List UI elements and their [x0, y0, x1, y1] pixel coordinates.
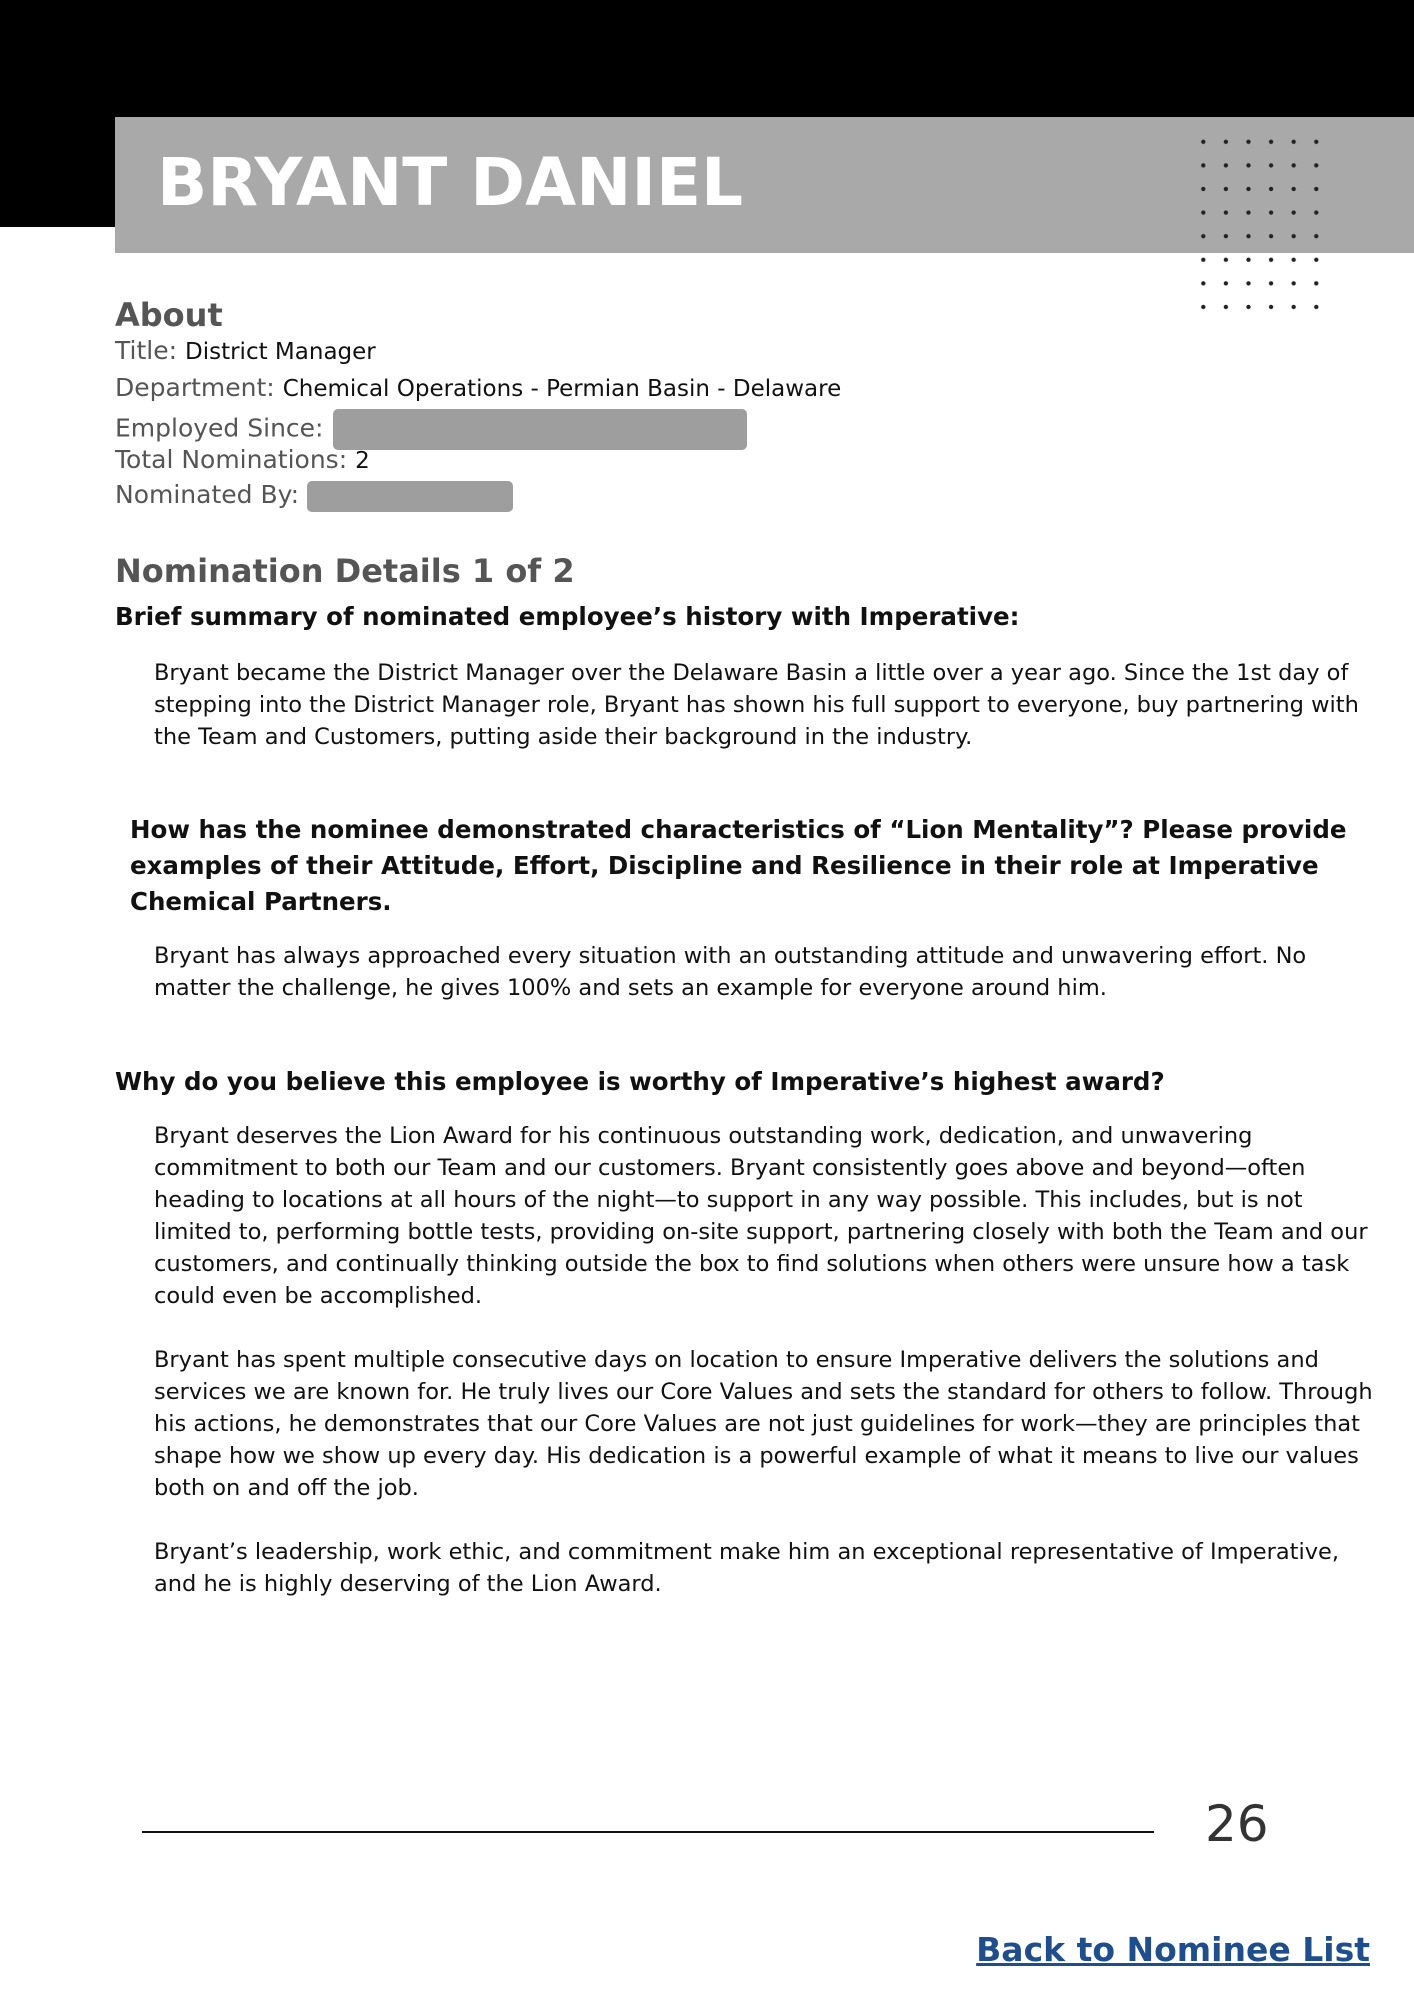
field-total-nominations [115, 445, 370, 474]
question-history: Brief summary of nominated employee’s history with Imperative: [115, 602, 1020, 631]
dot-grid-decoration [1192, 130, 1328, 310]
field-label: Total Nominations: [115, 445, 348, 474]
footer-divider [142, 1831, 1154, 1833]
answer-worthy-paragraph-3: Bryant’s leadership, work ethic, and commitment make him an exceptional representative of Imperative, and he is highly deserving of the Lion Award. [154, 1539, 1340, 1597]
nominee-name: BRYANT DANIEL [157, 144, 744, 221]
answer-worthy-paragraph-2: Bryant has spent multiple consecutive days on location to ensure Imperative delivers the solutions and services we are known for. He truly lives our Core Values and sets the standard for others to follow. Through his actions, he demonstrates that our Core Values are not just guidelines for work—they are principles that shape how we show up every day. His dedication is a powerful example of what it means to live our values both on and off the job. [154, 1347, 1373, 1501]
field-label: Title: [115, 336, 177, 365]
question-lion-mentality: How has the nominee demonstrated characteristics of “Lion Mentality”? Please provide examples of their Attitude, Effort, Discipline and Resilience in their role at Imperative Chemical Partners. [130, 815, 1347, 916]
field-nominated-by [115, 480, 513, 512]
field-value: District Manager [185, 339, 376, 365]
field-title [115, 336, 376, 365]
answer-lion-mentality: Bryant has always approached every situation with an outstanding attitude and unwavering effort. No matter the challenge, he gives 100% and sets an example for everyone around him. [154, 943, 1307, 1001]
page-number: 26 [1205, 1795, 1269, 1853]
field-value: 2 [355, 448, 370, 474]
field-employed-since [115, 409, 747, 450]
header-black-band [0, 0, 1414, 117]
answer-worthy-paragraph-1: Bryant deserves the Lion Award for his continuous outstanding work, dedication, and unwavering commitment to both our Team and our customers. Bryant consistently goes above and beyond—often heading to locations at all hours of the night—to support in any way possible. This includes, but is not limited to, performing bottle tests, providing on-site support, partnering closely with both the Team and our customers, and continually thinking outside the box to find solutions when others were unsure how a task could even be accomplished. [154, 1123, 1368, 1309]
about-heading: About [115, 296, 223, 334]
answer-history: Bryant became the District Manager over the Delaware Basin a little over a year ago. Since the 1st day of stepping into the District Manager role, Bryant has shown his full support to everyone, buy partnering with the Team and Customers, putting aside their background in the industry. [154, 660, 1359, 750]
field-label: Employed Since: [115, 413, 324, 443]
field-label: Nominated By: [115, 480, 300, 509]
field-label: Department: [115, 373, 275, 402]
question-worthy: Why do you believe this employee is worthy of Imperative’s highest award? [115, 1067, 1165, 1096]
field-department [115, 373, 841, 402]
header-black-corner [0, 117, 115, 227]
field-value: Chemical Operations - Permian Basin - Delaware [282, 376, 842, 402]
redacted-value [307, 481, 513, 512]
redacted-value [333, 409, 747, 450]
nomination-details-heading: Nomination Details 1 of 2 [115, 552, 575, 590]
back-to-nominee-list-link[interactable]: Back to Nominee List [976, 1930, 1370, 1969]
